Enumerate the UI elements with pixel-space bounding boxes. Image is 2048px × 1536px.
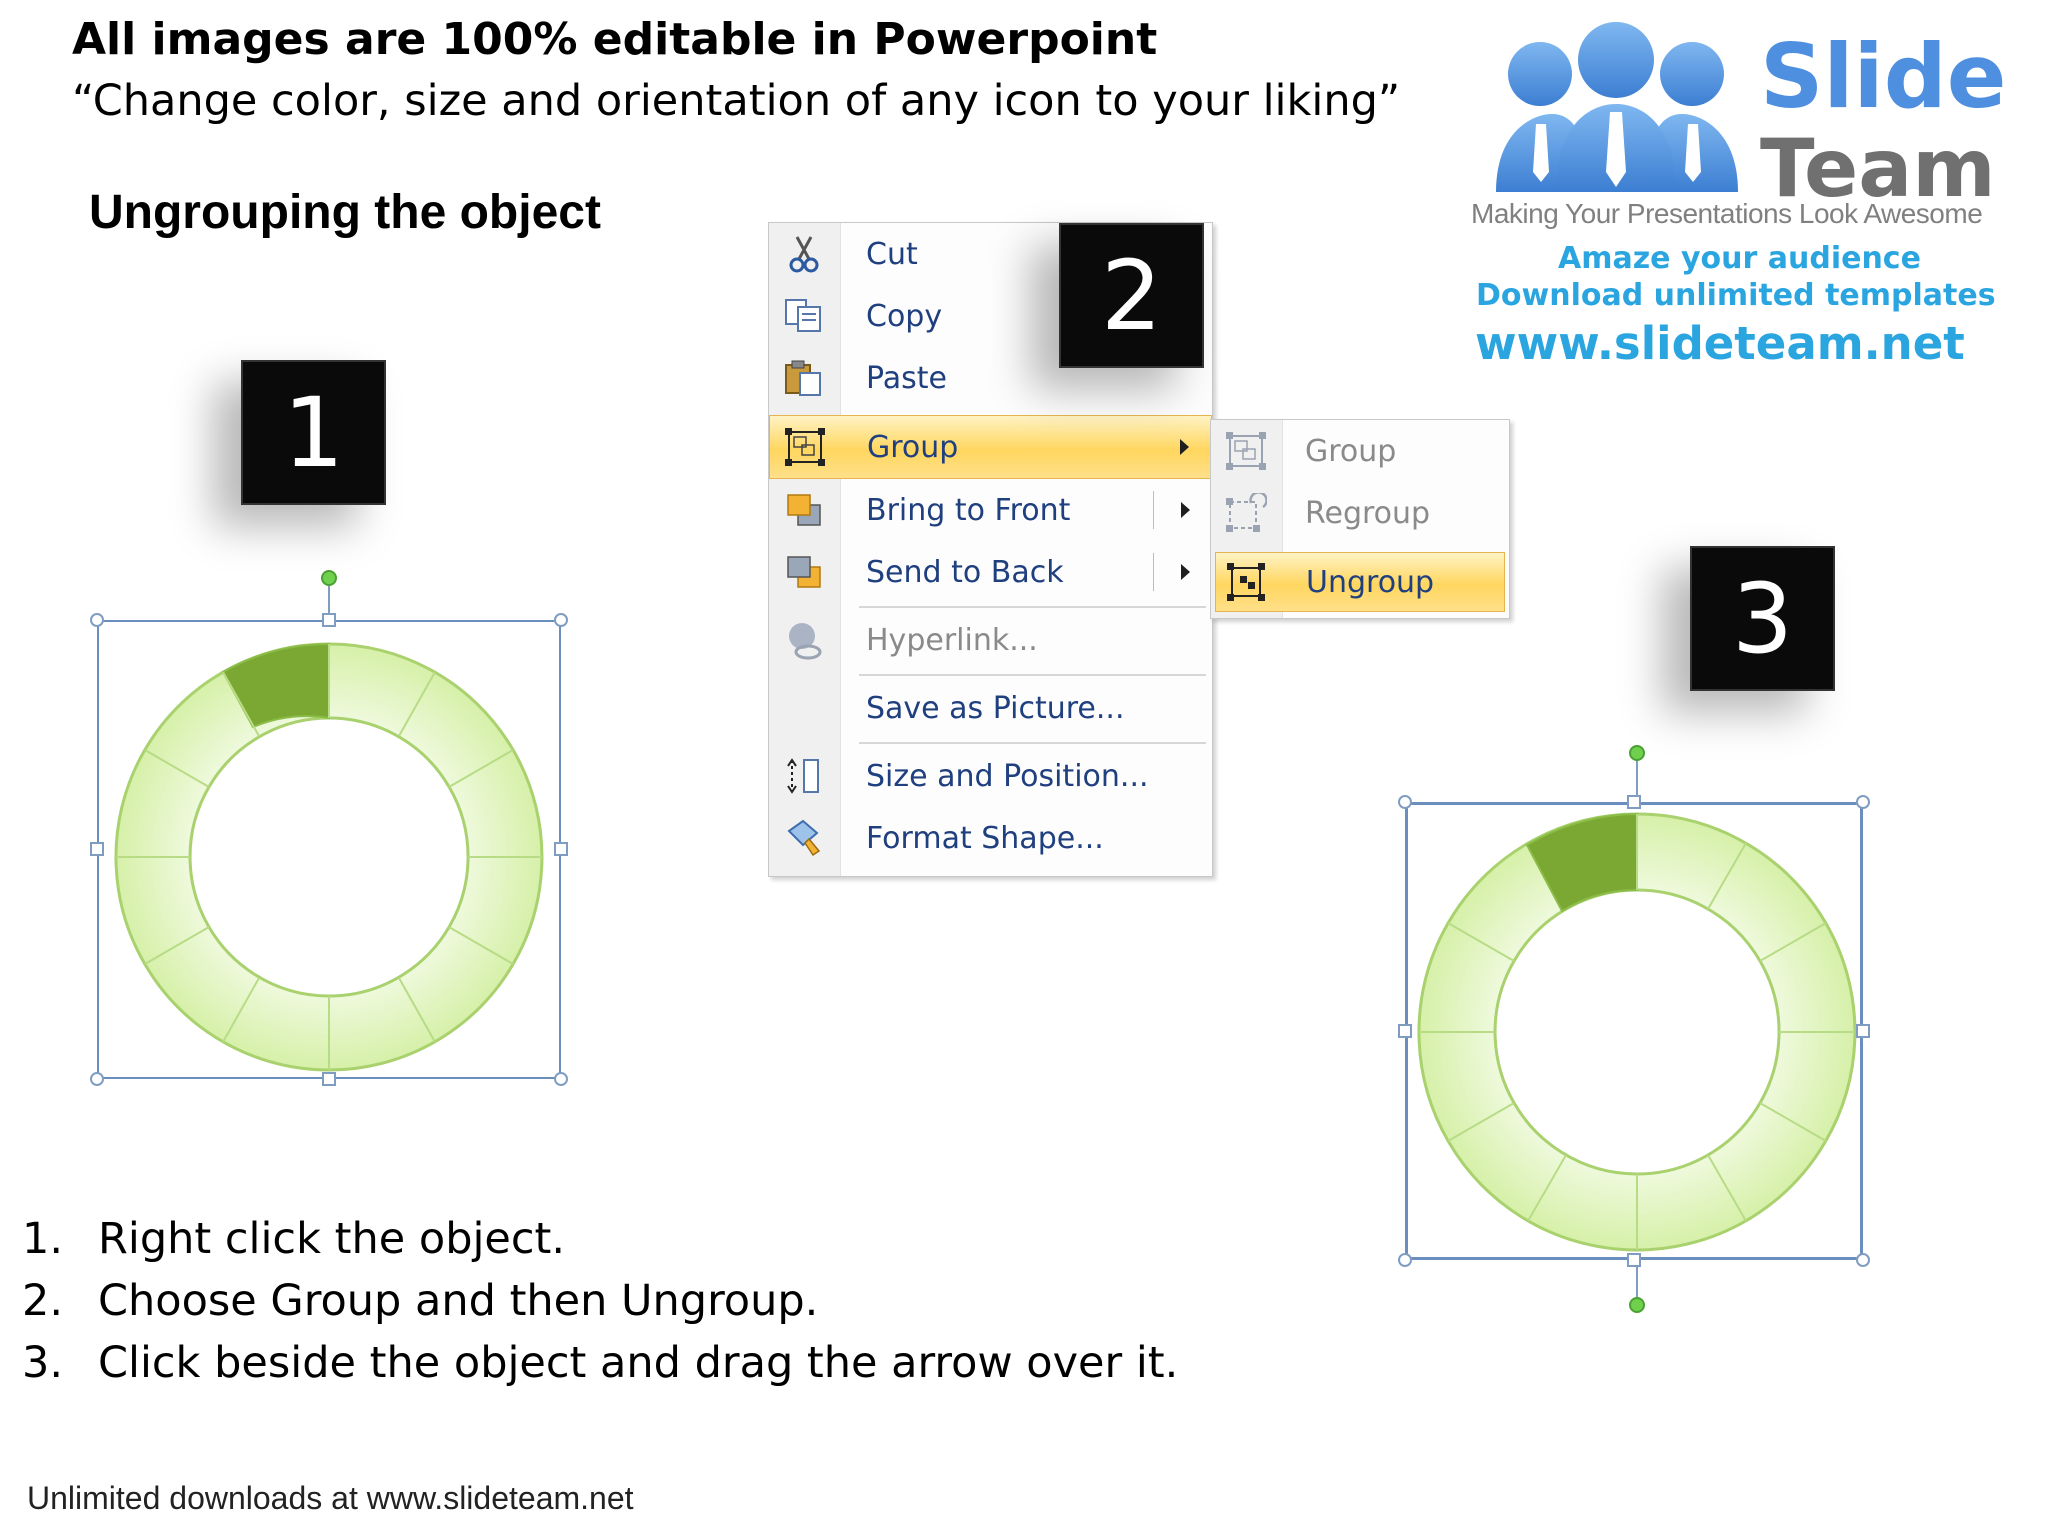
rotation-handle[interactable] <box>1629 745 1645 761</box>
promo-line-2: Download unlimited templates <box>1476 278 1996 313</box>
submenu-arrow-icon <box>1181 564 1190 580</box>
section-title: Ungrouping the object <box>89 186 601 239</box>
regroup-icon <box>1225 492 1267 534</box>
menu-item-label: Format Shape... <box>866 820 1104 856</box>
resize-handle-bottom[interactable] <box>1627 1253 1641 1267</box>
submenu-arrow-icon <box>1180 439 1189 455</box>
copy-icon <box>783 295 825 337</box>
resize-handle-right[interactable] <box>1856 1024 1870 1038</box>
menu-item-label: Send to Back <box>866 554 1064 590</box>
menu-item-send-to-back[interactable] <box>769 541 1212 603</box>
step-number: 1. <box>22 1214 64 1264</box>
resize-handle-left[interactable] <box>90 842 104 856</box>
logo-word-slide: Slide <box>1760 25 2007 128</box>
step-text: Right click the object. <box>98 1214 566 1264</box>
submenu-item-regroup[interactable] <box>1211 482 1509 544</box>
bring-to-front-icon <box>783 489 825 531</box>
ring-object-3[interactable] <box>1405 745 1869 1315</box>
menu-item-label: Group <box>1305 433 1397 469</box>
menu-item-label: Bring to Front <box>866 492 1071 528</box>
size-position-icon <box>783 755 825 797</box>
group-icon <box>784 426 826 468</box>
instruction-step-1 <box>22 1214 565 1264</box>
menu-separator <box>859 674 1206 676</box>
promo-url-link[interactable]: www.slideteam.net <box>1475 317 1965 370</box>
step-badge-2: 2 <box>1059 223 1204 368</box>
group-submenu <box>1210 419 1510 619</box>
slide-title: All images are 100% editable in Powerpoint <box>72 14 1158 65</box>
group-icon <box>1225 430 1267 472</box>
submenu-item-ungroup[interactable] <box>1215 552 1505 612</box>
ungroup-icon <box>1226 561 1268 603</box>
menu-item-label: Ungroup <box>1306 564 1435 600</box>
selection-box <box>1405 802 1863 1260</box>
resize-handle-bottom-right[interactable] <box>1856 1253 1870 1267</box>
menu-item-label: Size and Position... <box>866 758 1149 794</box>
slideteam-people-logo-icon <box>1492 22 1742 192</box>
menu-item-label: Hyperlink... <box>866 622 1038 658</box>
instruction-step-2 <box>22 1276 818 1326</box>
resize-handle-top-left[interactable] <box>90 613 104 627</box>
menu-item-group[interactable] <box>769 415 1212 479</box>
submenu-item-group[interactable] <box>1211 420 1509 482</box>
menu-item-label: Save as Picture... <box>866 690 1125 726</box>
submenu-arrow-icon <box>1181 502 1190 518</box>
split-divider <box>1153 491 1154 529</box>
selection-box <box>97 620 561 1079</box>
resize-handle-top[interactable] <box>1627 795 1641 809</box>
step-text: Choose Group and then Ungroup. <box>98 1276 819 1326</box>
menu-separator <box>859 742 1206 744</box>
rotation-handle-bottom[interactable] <box>1629 1297 1645 1313</box>
menu-item-bring-to-front[interactable] <box>769 479 1212 541</box>
resize-handle-top[interactable] <box>322 613 336 627</box>
menu-item-hyperlink[interactable] <box>769 609 1212 671</box>
send-to-back-icon <box>783 551 825 593</box>
scissors-icon <box>783 233 825 275</box>
format-shape-icon <box>783 817 825 859</box>
menu-item-save-as-picture[interactable] <box>769 677 1212 739</box>
step-number: 3. <box>22 1338 64 1388</box>
menu-item-label: Cut <box>866 236 918 272</box>
resize-handle-top-right[interactable] <box>554 613 568 627</box>
menu-separator <box>859 606 1206 608</box>
resize-handle-top-right[interactable] <box>1856 795 1870 809</box>
resize-handle-right[interactable] <box>554 842 568 856</box>
menu-item-label: Group <box>867 429 959 465</box>
step-text: Click beside the object and drag the arrow over it. <box>98 1338 1179 1388</box>
rotation-handle[interactable] <box>321 570 337 586</box>
menu-item-size-and-position[interactable] <box>769 745 1212 807</box>
resize-handle-bottom-right[interactable] <box>554 1072 568 1086</box>
resize-handle-left[interactable] <box>1398 1024 1412 1038</box>
menu-item-label: Copy <box>866 298 943 334</box>
footer-text: Unlimited downloads at www.slideteam.net <box>27 1480 634 1516</box>
hyperlink-icon <box>783 619 825 661</box>
step-badge-3: 3 <box>1690 546 1835 691</box>
resize-handle-top-left[interactable] <box>1398 795 1412 809</box>
step-badge-1: 1 <box>241 360 386 505</box>
resize-handle-bottom-left[interactable] <box>1398 1253 1412 1267</box>
logo-word-team: Team <box>1760 122 1996 215</box>
ring-object-1[interactable] <box>97 570 561 1082</box>
resize-handle-bottom-left[interactable] <box>90 1072 104 1086</box>
promo-line-1: Amaze your audience <box>1558 241 1921 276</box>
slide-subtitle: “Change color, size and orientation of any icon to your liking” <box>72 76 1401 126</box>
split-divider <box>1153 553 1154 591</box>
menu-item-label: Paste <box>866 360 947 396</box>
step-number: 2. <box>22 1276 64 1326</box>
menu-item-label: Regroup <box>1305 495 1431 531</box>
menu-item-format-shape[interactable] <box>769 807 1212 869</box>
resize-handle-bottom[interactable] <box>322 1072 336 1086</box>
logo-tagline: Making Your Presentations Look Awesome <box>1471 198 1983 229</box>
paste-icon <box>783 357 825 399</box>
instruction-step-3 <box>22 1338 1178 1388</box>
